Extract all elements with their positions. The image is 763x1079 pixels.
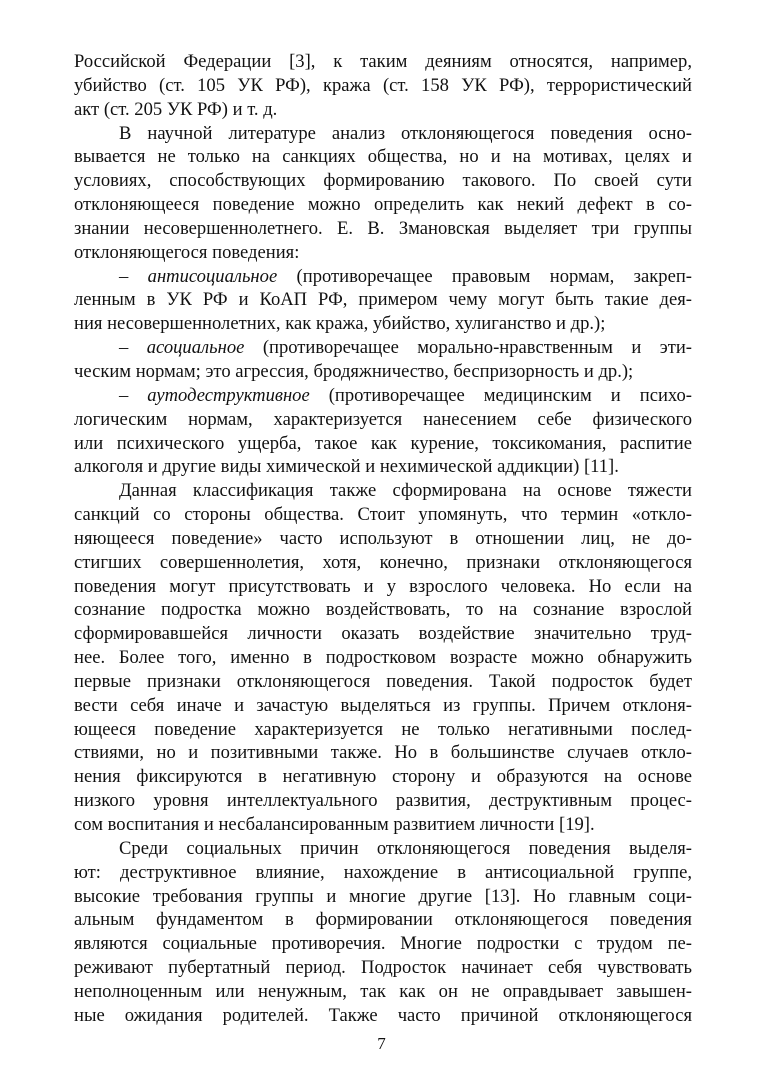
text-line: низкого уровня интеллектуального развития, деструктивным процес- [74,790,692,812]
text-line: алкоголя и другие виды химической и нехимической аддикции) [11]. [74,456,619,478]
text-line: реживают пубертатный период. Подросток начинает себя чувствовать [74,957,692,979]
list-item-text: (противоречащее морально-нравственным и эти- [244,337,692,359]
text-line: нее. Более того, именно в подростковом возрасте можно обнаружить [74,647,692,669]
list-dash: – [119,265,148,287]
text-line: сознание подростка можно воздействовать, то на сознание взрослой [74,599,692,621]
text-line: ющееся поведение характеризуется не только негативными послед- [74,718,692,740]
text-line: вести себя иначе и зачастую выделяться из группы. Причем отклоня- [74,694,692,716]
text-line: ные ожидания родителей. Также часто причиной отклоняющегося [74,1004,692,1026]
text-line: неполноценным или ненужным, так как он не оправдывает завышен- [74,980,692,1002]
text-line: являются социальные противоречия. Многие подростки с трудом пе- [74,933,692,955]
list-item-asocial [74,336,692,360]
list-item-antisocial [74,265,692,289]
text-line: поведения могут присутствовать и у взрослого человека. Но если на [74,575,692,597]
text-line: Среди социальных причин отклоняющегося поведения выделя- [119,837,692,859]
text-line: или психического ущерба, такое как курение, токсикомания, распитие [74,432,692,454]
term-antisocial: антисоциальное [147,265,278,287]
term-autodestructive: аутодеструктивное [147,384,310,406]
text-line: знании несовершеннолетнего. Е. В. Змановская выделяет три группы [74,217,692,239]
text-line: отклоняющееся поведение можно определить как некий дефект в со- [74,194,692,216]
text-line: сформировавшейся личности оказать воздействие значительно труд- [74,623,692,645]
text-line: стигших совершеннолетия, хотя, конечно, признаки отклоняющегося [74,551,692,573]
text-line: убийство (ст. 105 УК РФ), кража (ст. 158 УК РФ), террористический [74,74,692,96]
text-line: акт (ст. 205 УК РФ) и т. д. [74,98,278,120]
text-line: сом воспитания и несбалансированным развитием личности [19]. [74,814,595,835]
text-line: ленным в УК РФ и КоАП РФ, примером чему могут быть такие дея- [74,289,692,311]
list-item-text: (противоречащее медицинским и психо- [309,384,692,406]
text-line: условиях, способствующих формированию такового. По своей сути [74,170,692,192]
term-asocial: асоциальное [146,337,245,359]
text-line: первые признаки отклоняющегося поведения. Такой подросток будет [74,670,692,692]
text-line: Российской Федерации [3], к таким деяниям относятся, например, [74,51,692,72]
text-line: Данная классификация также сформирована на основе тяжести [119,480,692,502]
page-body [74,50,692,1028]
text-line: ческим нормам; это агрессия, бродяжничество, беспризорность и др.); [74,360,634,382]
list-dash: – [119,337,147,359]
text-line: санкций со стороны общества. Стоит упомянуть, что термин «откло- [74,504,692,526]
text-line: няющееся поведение» часто используют в отношении лиц, не до- [74,527,692,549]
text-line: вывается не только на санкциях общества, но и на мотивах, целях и [74,146,692,168]
text-line: ют: деструктивное влияние, нахождение в антисоциальной группе, [74,861,692,883]
page-number: 7 [377,1034,386,1053]
text-line: ния несовершеннолетних, как кража, убийство, хулиганство и др.); [74,313,606,335]
text-line: В научной литературе анализ отклоняющегося поведения осно- [119,122,692,144]
list-dash: – [119,384,148,406]
text-line: высокие требования группы и многие другие [13]. Но главным соци- [74,885,692,907]
text-line: логическим нормам, характеризуется нанесением себе физического [74,408,692,430]
text-line: альным фундаментом в формировании отклоняющегося поведения [74,909,692,931]
list-item-text: (противоречащее правовым нормам, закреп- [277,265,692,287]
text-line: нения фиксируются в негативную сторону и образуются на основе [74,766,692,788]
list-item-autodestructive [74,384,692,408]
text-line: ствиями, но и позитивными также. Но в большинстве случаев откло- [74,742,692,764]
text-line: отклоняющегося поведения: [74,241,300,263]
